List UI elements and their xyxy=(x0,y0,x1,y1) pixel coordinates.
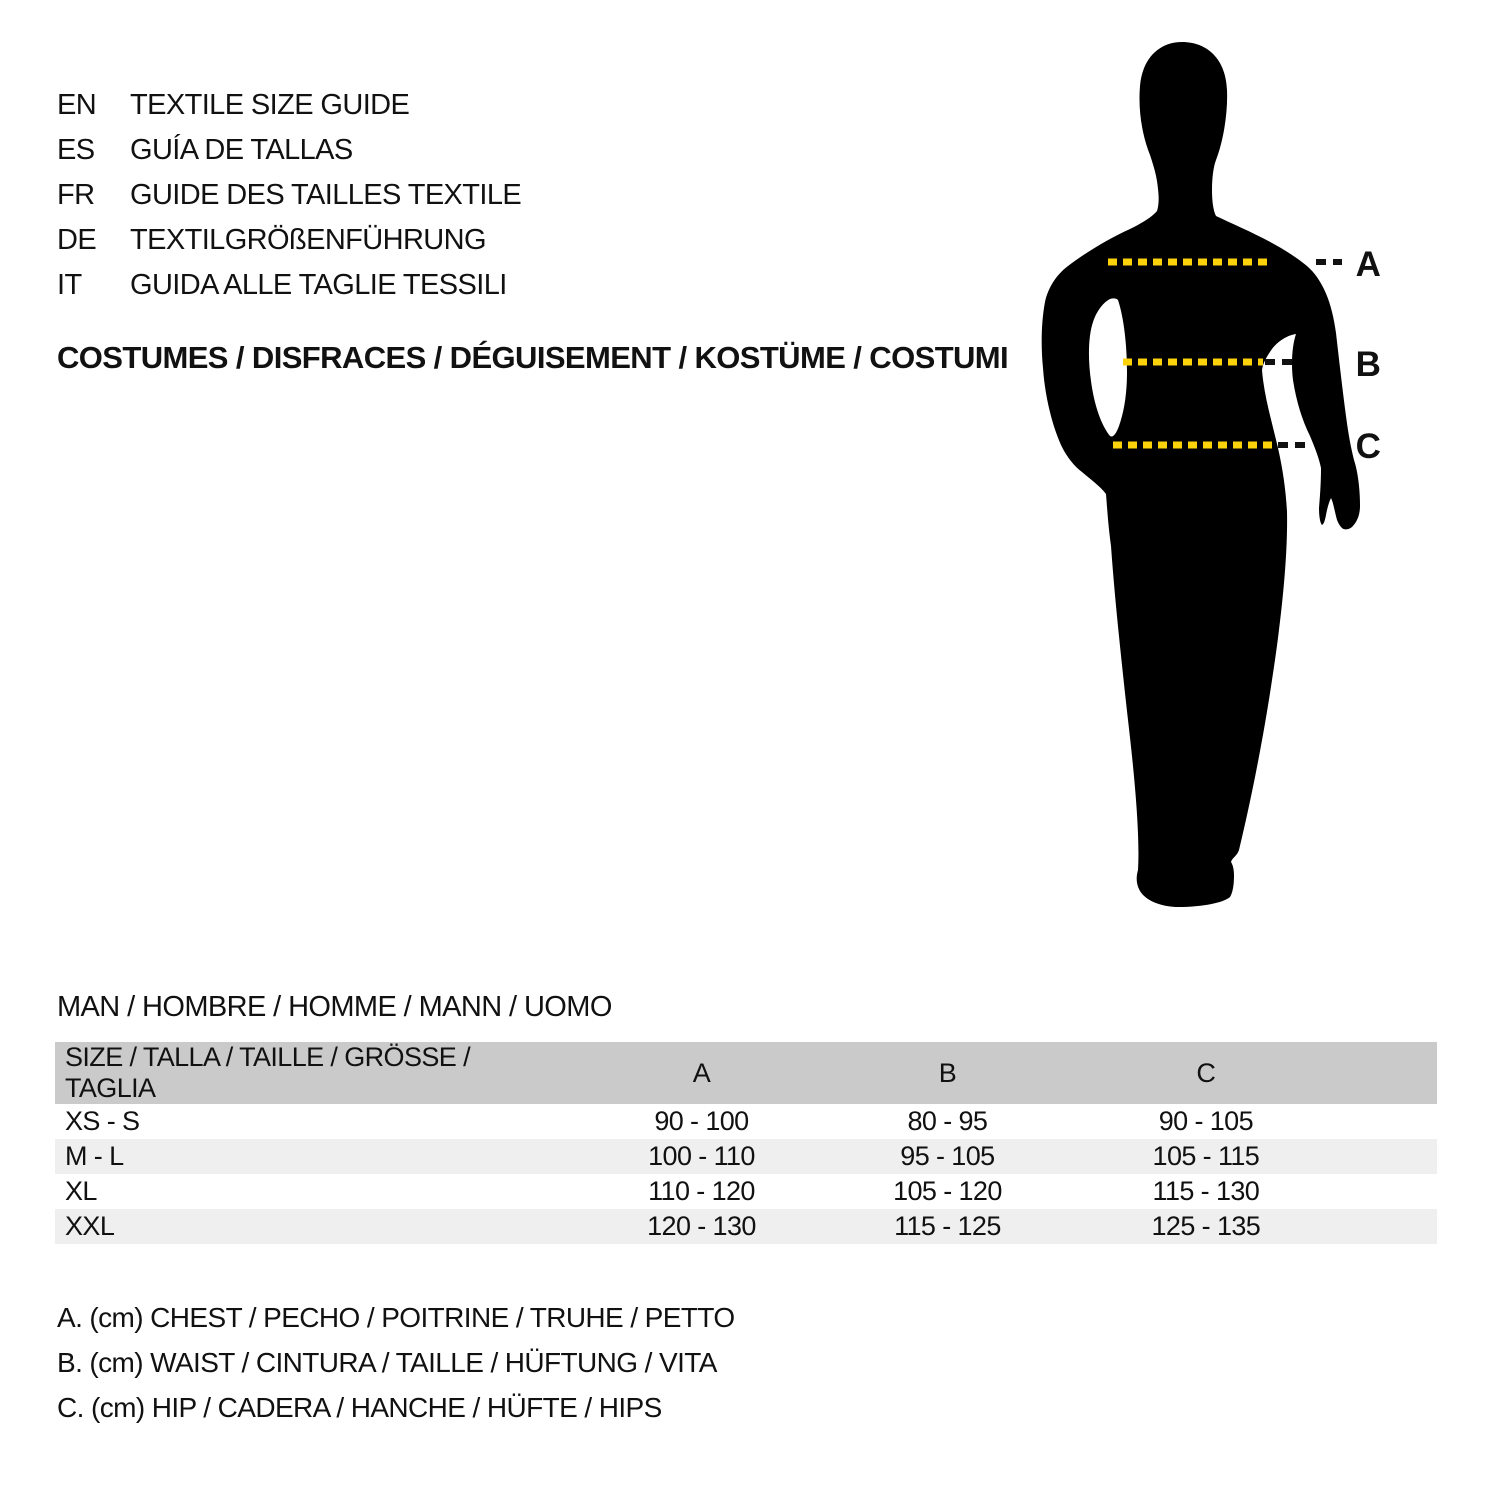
table-row-m-l xyxy=(55,1139,1437,1174)
table-row-xxl xyxy=(55,1209,1437,1244)
category-line: COSTUMES / DISFRACES / DÉGUISEMENT / KOSTÜME / COSTUMI xyxy=(57,340,1009,375)
language-title: GUIDA ALLE TAGLIE TESSILI xyxy=(130,269,507,301)
language-code: DE xyxy=(57,224,97,256)
header-cell-size: SIZE / TALLA / TAILLE / GRÖSSE / TAGLIA xyxy=(65,1042,470,1103)
size-table-header-row xyxy=(55,1042,1437,1104)
language-title: TEXTILGRÖßENFÜHRUNG xyxy=(130,224,486,256)
table-row-xs-s xyxy=(55,1104,1437,1139)
language-title: GUIDE DES TAILLES TEXTILE xyxy=(130,179,522,211)
legend-row-waist: B. (cm) WAIST / CINTURA / TAILLE / HÜFTUNG / VITA xyxy=(57,1346,717,1378)
cell-size: M - L xyxy=(65,1141,124,1171)
measure-label-a: A xyxy=(1355,245,1381,284)
header-cell-b: B xyxy=(938,1057,957,1088)
cell-c: 125 - 135 xyxy=(1151,1211,1261,1241)
language-row-fr xyxy=(57,173,521,218)
man-silhouette xyxy=(1030,38,1370,918)
measure-label-b: B xyxy=(1355,345,1381,384)
cell-b: 80 - 95 xyxy=(907,1106,988,1136)
language-row-de xyxy=(57,218,521,263)
measurement-legend xyxy=(57,1295,735,1430)
language-row-it xyxy=(57,263,521,308)
legend-row-chest: A. (cm) CHEST / PECHO / POITRINE / TRUHE / PETTO xyxy=(57,1301,735,1333)
cell-b: 105 - 120 xyxy=(893,1176,1002,1206)
man-silhouette-figure xyxy=(1030,38,1370,918)
size-table-header xyxy=(55,1042,1437,1104)
language-row-es xyxy=(57,128,521,173)
language-code: EN xyxy=(57,89,97,121)
cell-size: XS - S xyxy=(65,1106,140,1136)
legend-row-hip: C. (cm) HIP / CADERA / HANCHE / HÜFTE / HIPS xyxy=(57,1391,662,1423)
cell-a: 120 - 130 xyxy=(647,1211,756,1241)
language-title: TEXTILE SIZE GUIDE xyxy=(130,89,410,121)
cell-b: 95 - 105 xyxy=(900,1141,995,1171)
cell-c: 90 - 105 xyxy=(1158,1106,1254,1136)
section-heading-man: MAN / HOMBRE / HOMME / MANN / UOMO xyxy=(57,991,612,1023)
size-table-body xyxy=(55,1104,1437,1244)
size-table xyxy=(55,1042,1437,1244)
cell-b: 115 - 125 xyxy=(894,1211,1001,1241)
header-cell-c: C xyxy=(1196,1057,1216,1088)
cell-c: 105 - 115 xyxy=(1152,1141,1260,1171)
language-row-en xyxy=(57,83,521,128)
language-title-list xyxy=(57,83,521,308)
cell-c: 115 - 130 xyxy=(1152,1176,1260,1206)
language-code: ES xyxy=(57,134,95,166)
cell-size: XL xyxy=(65,1176,97,1206)
table-row-xl xyxy=(55,1174,1437,1209)
header-cell-a: A xyxy=(692,1057,711,1088)
cell-a: 90 - 100 xyxy=(654,1106,749,1136)
cell-a: 100 - 110 xyxy=(648,1141,755,1171)
language-code: IT xyxy=(57,269,82,301)
cell-size: XXL xyxy=(65,1211,115,1241)
measure-label-c: C xyxy=(1355,427,1381,466)
man-silhouette-shape xyxy=(1042,42,1360,907)
cell-a: 110 - 120 xyxy=(648,1176,755,1206)
language-title: GUÍA DE TALLAS xyxy=(130,134,353,166)
language-code: FR xyxy=(57,179,95,211)
